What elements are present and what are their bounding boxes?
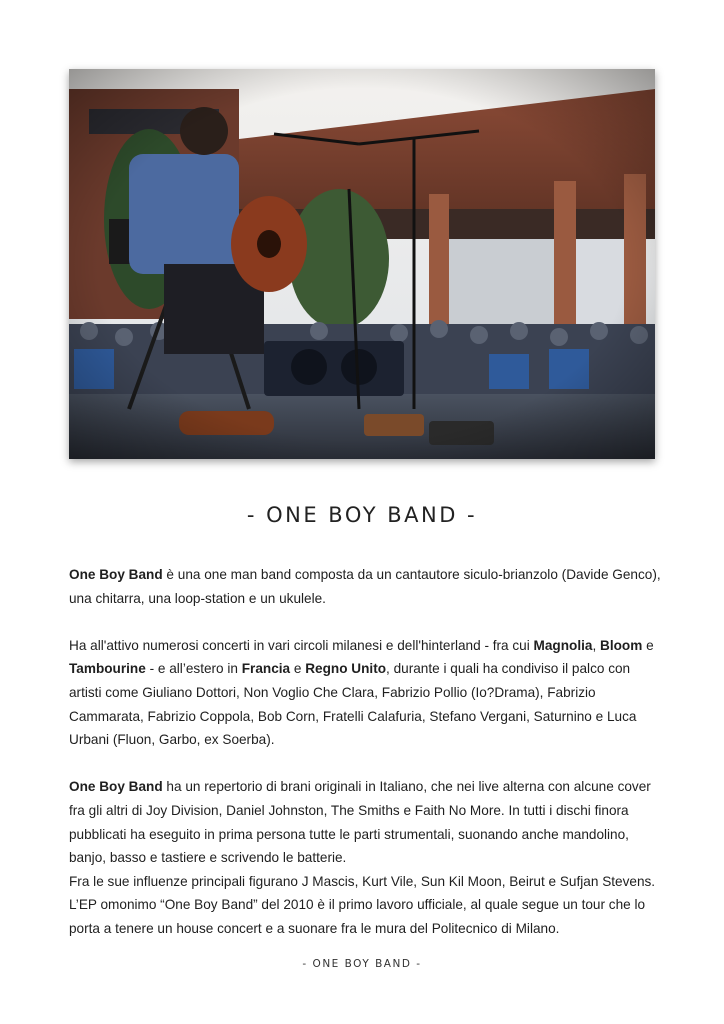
- artists-text: , durante i quali ha condiviso il palco con artisti come Giuliano Dottori, Non Voglio Che Clara, Fabrizio Pollio (Io?Drama), Fabrizio Cammarata, Fabrizio Coppola, Bob Corn, Fratelli Calafuria, Stefano Vergani, Saturnino e Luca Urbani (Fluon, Garbo, ex Soerba).: [69, 661, 637, 748]
- country-france: Francia: [241, 661, 291, 677]
- page-title: - ONE BOY BAND -: [246, 503, 478, 527]
- concert-photo: [69, 69, 655, 459]
- band-name: One Boy Band: [69, 567, 163, 582]
- venue-magnolia: Magnolia: [533, 637, 593, 653]
- intro-text: è una one man band composta da un cantautore siculo-brianzolo (Davide Genco), una chitarra, una loop-station e un ukulele.: [69, 567, 661, 606]
- concerts-text: Ha all'attivo numerosi concerti in vari circoli milanesi e dell'hinterland - fra cui: [69, 637, 534, 653]
- paragraph-repertoire: [69, 775, 661, 869]
- paragraph-influences: Fra le sue influenze principali figurano J Mascis, Kurt Vile, Sun Kil Moon, Beirut e Sufjan Stevens.: [69, 873, 656, 889]
- paragraph-concerts: [69, 634, 661, 752]
- band-name: One Boy Band: [69, 779, 163, 795]
- country-uk: Regno Unito: [305, 661, 387, 677]
- abroad-text: - e all’estero in: [145, 661, 242, 677]
- page-footer: - ONE BOY BAND -: [302, 958, 422, 970]
- venue-tambourine: Tambourine: [69, 661, 146, 677]
- venue-bloom: Bloom: [600, 637, 643, 653]
- repertoire-text: ha un repertorio di brani originali in Italiano, che nei live alterna con alcune cover fra gli altri di Joy Division, Daniel Johnston, The Smiths e Faith No More. In tutti i dischi finora pubblicati ha eseguito in prima persona tutte le parti strumentali, suonando anche mandolino, banjo, basso e tastiere e scrivendo le batterie.: [69, 779, 651, 866]
- paragraph-intro: [69, 563, 661, 610]
- connector-text: e: [290, 661, 306, 677]
- body-text: [69, 563, 661, 941]
- separator: ,: [592, 637, 601, 653]
- connector-text: e: [642, 637, 654, 653]
- paragraph-ep: L’EP omonimo “One Boy Band” del 2010 è il primo lavoro ufficiale, al quale segue un tour che lo porta a tenere un house concert e a suonare fra le mura del Politecnico di Milano.: [69, 897, 646, 936]
